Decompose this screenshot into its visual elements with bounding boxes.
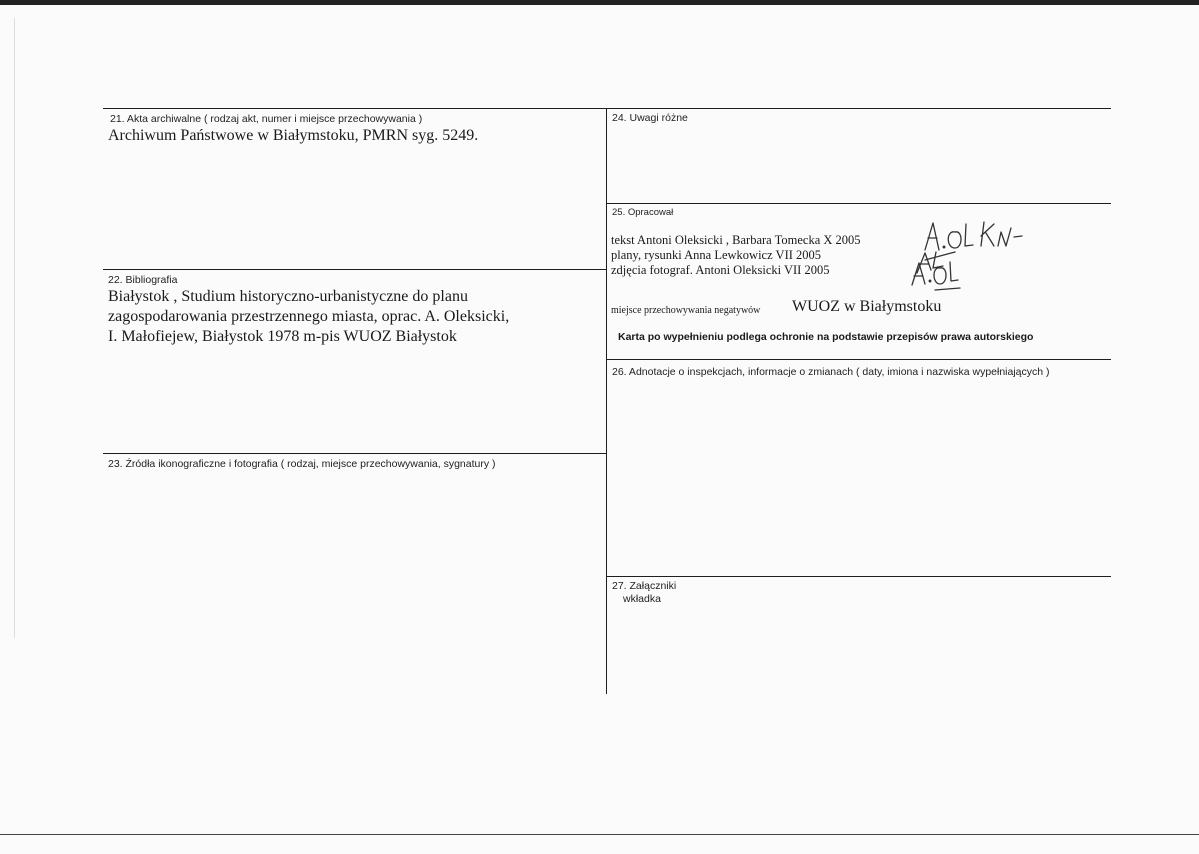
section-25-storage-label: miejsce przechowywania negatywów [611, 305, 761, 316]
section-22-line-2: zagospodarowania przestrzennego miasta, oprac. A. Oleksicki, [108, 308, 510, 325]
scan-bottom-edge [0, 834, 1199, 835]
section-26-label: 26. Adnotacje o inspekcjach, informacje o zmianach ( daty, imiona i nazwiska wypełniających ) [612, 366, 1050, 378]
section-27-value: wkładka [623, 593, 661, 605]
section-25-line-2: plany, rysunki Anna Lewkowicz VII 2005 [611, 248, 822, 262]
section-24-label: 24. Uwagi różne [612, 112, 688, 124]
section-25-line-1: tekst Antoni Oleksicki , Barbara Tomecka X 2005 [611, 233, 861, 247]
section-22-line-1: Białystok , Studium historyczno-urbanistyczne do planu [108, 288, 468, 305]
section-21-value: Archiwum Państwowe w Białymstoku, PMRN syg. 5249. [108, 127, 479, 144]
section-25-storage-value: WUOZ w Białymstoku [792, 298, 942, 315]
section-22-label: 22. Bibliografia [108, 274, 178, 286]
section-23-label: 23. Źródła ikonograficzne i fotografia ( rodzaj, miejsce przechowywania, sygnatury ) [108, 458, 496, 470]
section-22-line-3: I. Małofiejew, Białystok 1978 m-pis WUOZ Białystok [108, 328, 457, 345]
section-25-label: 25. Opracował [612, 207, 674, 218]
section-27-label: 27. Załączniki [612, 580, 677, 592]
section-21-label: 21. Akta archiwalne ( rodzaj akt, numer i miejsce przechowywania ) [110, 113, 423, 125]
section-25-line-3: zdjęcia fotograf. Antoni Oleksicki VII 2005 [611, 263, 830, 277]
copyright-note: Karta po wypełnieniu podlega ochronie na podstawie przepisów prawa autorskiego [618, 331, 1034, 343]
